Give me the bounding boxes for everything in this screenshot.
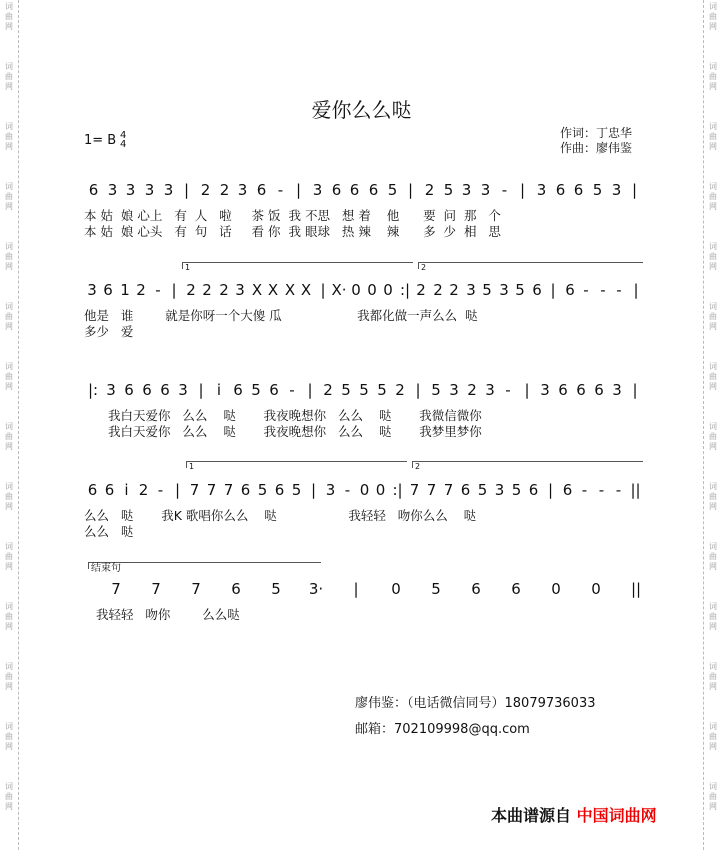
note: X [284, 281, 296, 299]
note: 0 [351, 281, 361, 299]
note: 3 [312, 181, 323, 199]
watermark-text: 词 曲 网 [709, 302, 717, 331]
note: 3 [449, 381, 459, 399]
watermark-text: 词 曲 网 [709, 482, 717, 511]
note: 3 [461, 181, 472, 199]
contact-email: 邮箱：702109998@qq.com [355, 722, 530, 737]
barline: |: [87, 381, 99, 399]
barline: | [307, 381, 313, 399]
note: 5 [515, 281, 525, 299]
note: 3 [485, 381, 495, 399]
note: 6 [104, 481, 115, 499]
barline: | [631, 181, 638, 199]
note: - [155, 281, 161, 299]
note: 7 [111, 580, 121, 598]
note: 0 [551, 580, 561, 598]
song-title: 爱你么么哒 [311, 98, 412, 122]
barline: | [632, 381, 638, 399]
note: 5 [291, 481, 302, 499]
watermark-text: 词 曲 网 [709, 122, 717, 151]
barline: | [550, 281, 556, 299]
note: 3 [87, 281, 97, 299]
note: 6 [565, 281, 575, 299]
note: 3 [494, 481, 505, 499]
watermark-text: 词 曲 网 [5, 302, 13, 331]
barline: | [320, 281, 326, 299]
watermark-text: 词 曲 网 [709, 722, 717, 751]
note: 2 [202, 281, 212, 299]
note: 3 [107, 181, 118, 199]
watermark-text: 词 曲 网 [5, 542, 13, 571]
lyrics-verse-2: 本 姑 娘 心头 有 句 话 看 你 我 眼球 热 辣 辣 多 少 相 思 [84, 224, 501, 239]
note: 5 [359, 381, 369, 399]
note: 5 [482, 281, 492, 299]
watermark-text: 词 曲 网 [5, 242, 13, 271]
note: 3 [235, 281, 245, 299]
note: 6 [231, 580, 241, 598]
note: 6 [256, 181, 267, 199]
barline: || [630, 580, 642, 598]
note: - [581, 481, 588, 499]
note: - [277, 181, 284, 199]
watermark-text: 词 曲 网 [5, 482, 13, 511]
notation-line [96, 579, 656, 599]
watermark-text: 词 曲 网 [5, 422, 13, 451]
notation-line [84, 380, 644, 400]
note: 6 [368, 181, 379, 199]
left-watermark-column [0, 0, 19, 850]
note: 0 [591, 580, 601, 598]
note: X· [331, 281, 347, 299]
note: 3 [540, 381, 550, 399]
note: 0 [359, 481, 370, 499]
note: i [124, 481, 129, 499]
watermark-text: 词 曲 网 [5, 362, 13, 391]
contact-phone: 廖伟鉴：（电话微信同号）18079736033 [355, 696, 596, 711]
note: 6 [124, 381, 134, 399]
note: 2 [416, 281, 426, 299]
barline: :| [392, 481, 403, 499]
note: - [616, 281, 622, 299]
note: 2 [186, 281, 196, 299]
time-signature: 4 4 [120, 130, 127, 150]
note: 5 [511, 481, 522, 499]
note: 3 [163, 181, 174, 199]
watermark-text: 词 曲 网 [5, 182, 13, 211]
barline: | [183, 181, 190, 199]
note: 2 [138, 481, 149, 499]
note: 2 [219, 281, 229, 299]
note: 6 [528, 481, 539, 499]
note: 7 [223, 481, 234, 499]
watermark-text: 词 曲 网 [5, 122, 13, 151]
watermark-text: 词 曲 网 [709, 62, 717, 91]
watermark-text: 词 曲 网 [709, 182, 717, 211]
note: 5 [477, 481, 488, 499]
note: - [344, 481, 351, 499]
volta-bracket-1: 1 [182, 262, 413, 269]
volta-bracket-2: 2 [412, 461, 643, 468]
note: 0 [383, 281, 393, 299]
watermark-text: 词 曲 网 [709, 422, 717, 451]
barline: | [353, 580, 359, 598]
note: 6 [594, 381, 604, 399]
note: 3 [536, 181, 547, 199]
watermark-text: 词 曲 网 [709, 782, 717, 811]
note: 3 [499, 281, 509, 299]
note: 2 [449, 281, 459, 299]
watermark-text: 词 曲 网 [709, 242, 717, 271]
watermark-text: 词 曲 网 [709, 662, 717, 691]
watermark-text: 词 曲 网 [709, 2, 717, 31]
note: 5 [387, 181, 398, 199]
barline: | [524, 381, 530, 399]
barline: || [630, 481, 641, 499]
note: 7 [151, 580, 161, 598]
barline: | [415, 381, 421, 399]
note: - [289, 381, 295, 399]
note: 5 [377, 381, 387, 399]
lyricist-credit: 作词：丁忠华 [560, 126, 633, 140]
barline: | [547, 481, 554, 499]
note: 7 [206, 481, 217, 499]
note: 6 [142, 381, 152, 399]
note: X [267, 281, 279, 299]
lyrics-verse-1: 他是 谁 就是你呀一个大傻 瓜 我都化做一声么么 哒 [84, 308, 478, 323]
note: 6 [349, 181, 360, 199]
note: 2 [136, 281, 146, 299]
note: 6 [87, 481, 98, 499]
note: 5 [431, 381, 441, 399]
note: 7 [443, 481, 454, 499]
ending-label: 结束句 [88, 562, 321, 569]
watermark-text: 词 曲 网 [5, 602, 13, 631]
note: 5 [257, 481, 268, 499]
notation-line [84, 280, 644, 300]
lyrics-verse-2: 么么 哒 [84, 524, 134, 539]
note: 3 [480, 181, 491, 199]
lyrics-verse-1: 本 姑 娘 心上 有 人 啦 茶 饭 我 不思 想 着 他 要 问 那 个 [84, 208, 501, 223]
barline: | [310, 481, 317, 499]
note: 6 [511, 580, 521, 598]
note: 3 [325, 481, 336, 499]
note: - [615, 481, 622, 499]
note: 6 [269, 381, 279, 399]
note: - [505, 381, 511, 399]
note: 7 [409, 481, 420, 499]
note: 2 [433, 281, 443, 299]
note: 6 [573, 181, 584, 199]
source-credit [491, 803, 657, 826]
note: 7 [191, 580, 201, 598]
note: 6 [555, 181, 566, 199]
lyrics-verse-1: 我白天爱你 么么 哒 我夜晚想你 么么 哒 我微信微你 [108, 408, 482, 423]
note: 0 [367, 281, 377, 299]
watermark-text: 词 曲 网 [5, 2, 13, 31]
note: 6 [233, 381, 243, 399]
note: 5 [251, 381, 261, 399]
watermark-text: 词 曲 网 [5, 782, 13, 811]
note: 7 [189, 481, 200, 499]
note: i [216, 381, 222, 399]
source-prefix: 本曲谱源自 [491, 806, 572, 825]
lyrics-verse-2: 多少 爱 [84, 324, 134, 339]
barline: | [171, 281, 177, 299]
note: 7 [426, 481, 437, 499]
note: 3 [611, 181, 622, 199]
note: 5 [592, 181, 603, 199]
watermark-text: 词 曲 网 [5, 62, 13, 91]
note: 2 [323, 381, 333, 399]
watermark-text: 词 曲 网 [5, 662, 13, 691]
note: 0 [375, 481, 386, 499]
watermark-text: 词 曲 网 [709, 542, 717, 571]
note: 2 [200, 181, 211, 199]
note: 6 [274, 481, 285, 499]
note: 6 [88, 181, 99, 199]
volta-bracket-1: 1 [186, 461, 407, 468]
watermark-text: 词 曲 网 [709, 362, 717, 391]
watermark-text: 词 曲 网 [5, 722, 13, 751]
note: 6 [562, 481, 573, 499]
note: 3 [106, 381, 116, 399]
note: X [251, 281, 263, 299]
barline: :| [399, 281, 411, 299]
note: 6 [576, 381, 586, 399]
note: 3 [125, 181, 136, 199]
note: 6 [103, 281, 113, 299]
note: 6 [240, 481, 251, 499]
note: 3 [144, 181, 155, 199]
note: 3 [178, 381, 188, 399]
barline: | [519, 181, 526, 199]
note: 5 [443, 181, 454, 199]
note: 5 [341, 381, 351, 399]
barline: | [295, 181, 302, 199]
lyrics-verse-1: 我轻轻 吻你 么么哒 [96, 607, 240, 622]
note: 6 [558, 381, 568, 399]
note: - [501, 181, 508, 199]
key-signature: 1= B [84, 133, 117, 148]
note: X [300, 281, 312, 299]
notation-line [84, 180, 644, 200]
note: 6 [460, 481, 471, 499]
barline: | [407, 181, 414, 199]
note: 2 [395, 381, 405, 399]
note: 2 [424, 181, 435, 199]
note: 5 [431, 580, 441, 598]
note: 0 [391, 580, 401, 598]
note: 3 [466, 281, 476, 299]
note: - [157, 481, 164, 499]
note: 6 [331, 181, 342, 199]
note: - [598, 481, 605, 499]
right-watermark-column [703, 0, 722, 850]
note: 3 [237, 181, 248, 199]
note: 2 [219, 181, 230, 199]
watermark-text: 词 曲 网 [709, 602, 717, 631]
note: 1 [120, 281, 130, 299]
volta-bracket-2: 2 [418, 262, 643, 269]
note: 3· [308, 580, 324, 598]
note: 6 [160, 381, 170, 399]
lyrics-verse-1: 么么 哒 我K 歌唱你么么 哒 我轻轻 吻你么么 哒 [84, 508, 477, 523]
lyrics-verse-2: 我白天爱你 么么 哒 我夜晚想你 么么 哒 我梦里梦你 [108, 424, 482, 439]
note: - [600, 281, 606, 299]
note: 2 [467, 381, 477, 399]
note: 6 [471, 580, 481, 598]
barline: | [174, 481, 181, 499]
note: 3 [612, 381, 622, 399]
note: - [583, 281, 589, 299]
composer-credit: 作曲：廖伟鉴 [560, 141, 633, 155]
note: 6 [532, 281, 542, 299]
note: 5 [271, 580, 281, 598]
notation-line [84, 480, 644, 500]
barline: | [633, 281, 639, 299]
barline: | [198, 381, 204, 399]
source-site: 中国词曲网 [576, 806, 657, 825]
